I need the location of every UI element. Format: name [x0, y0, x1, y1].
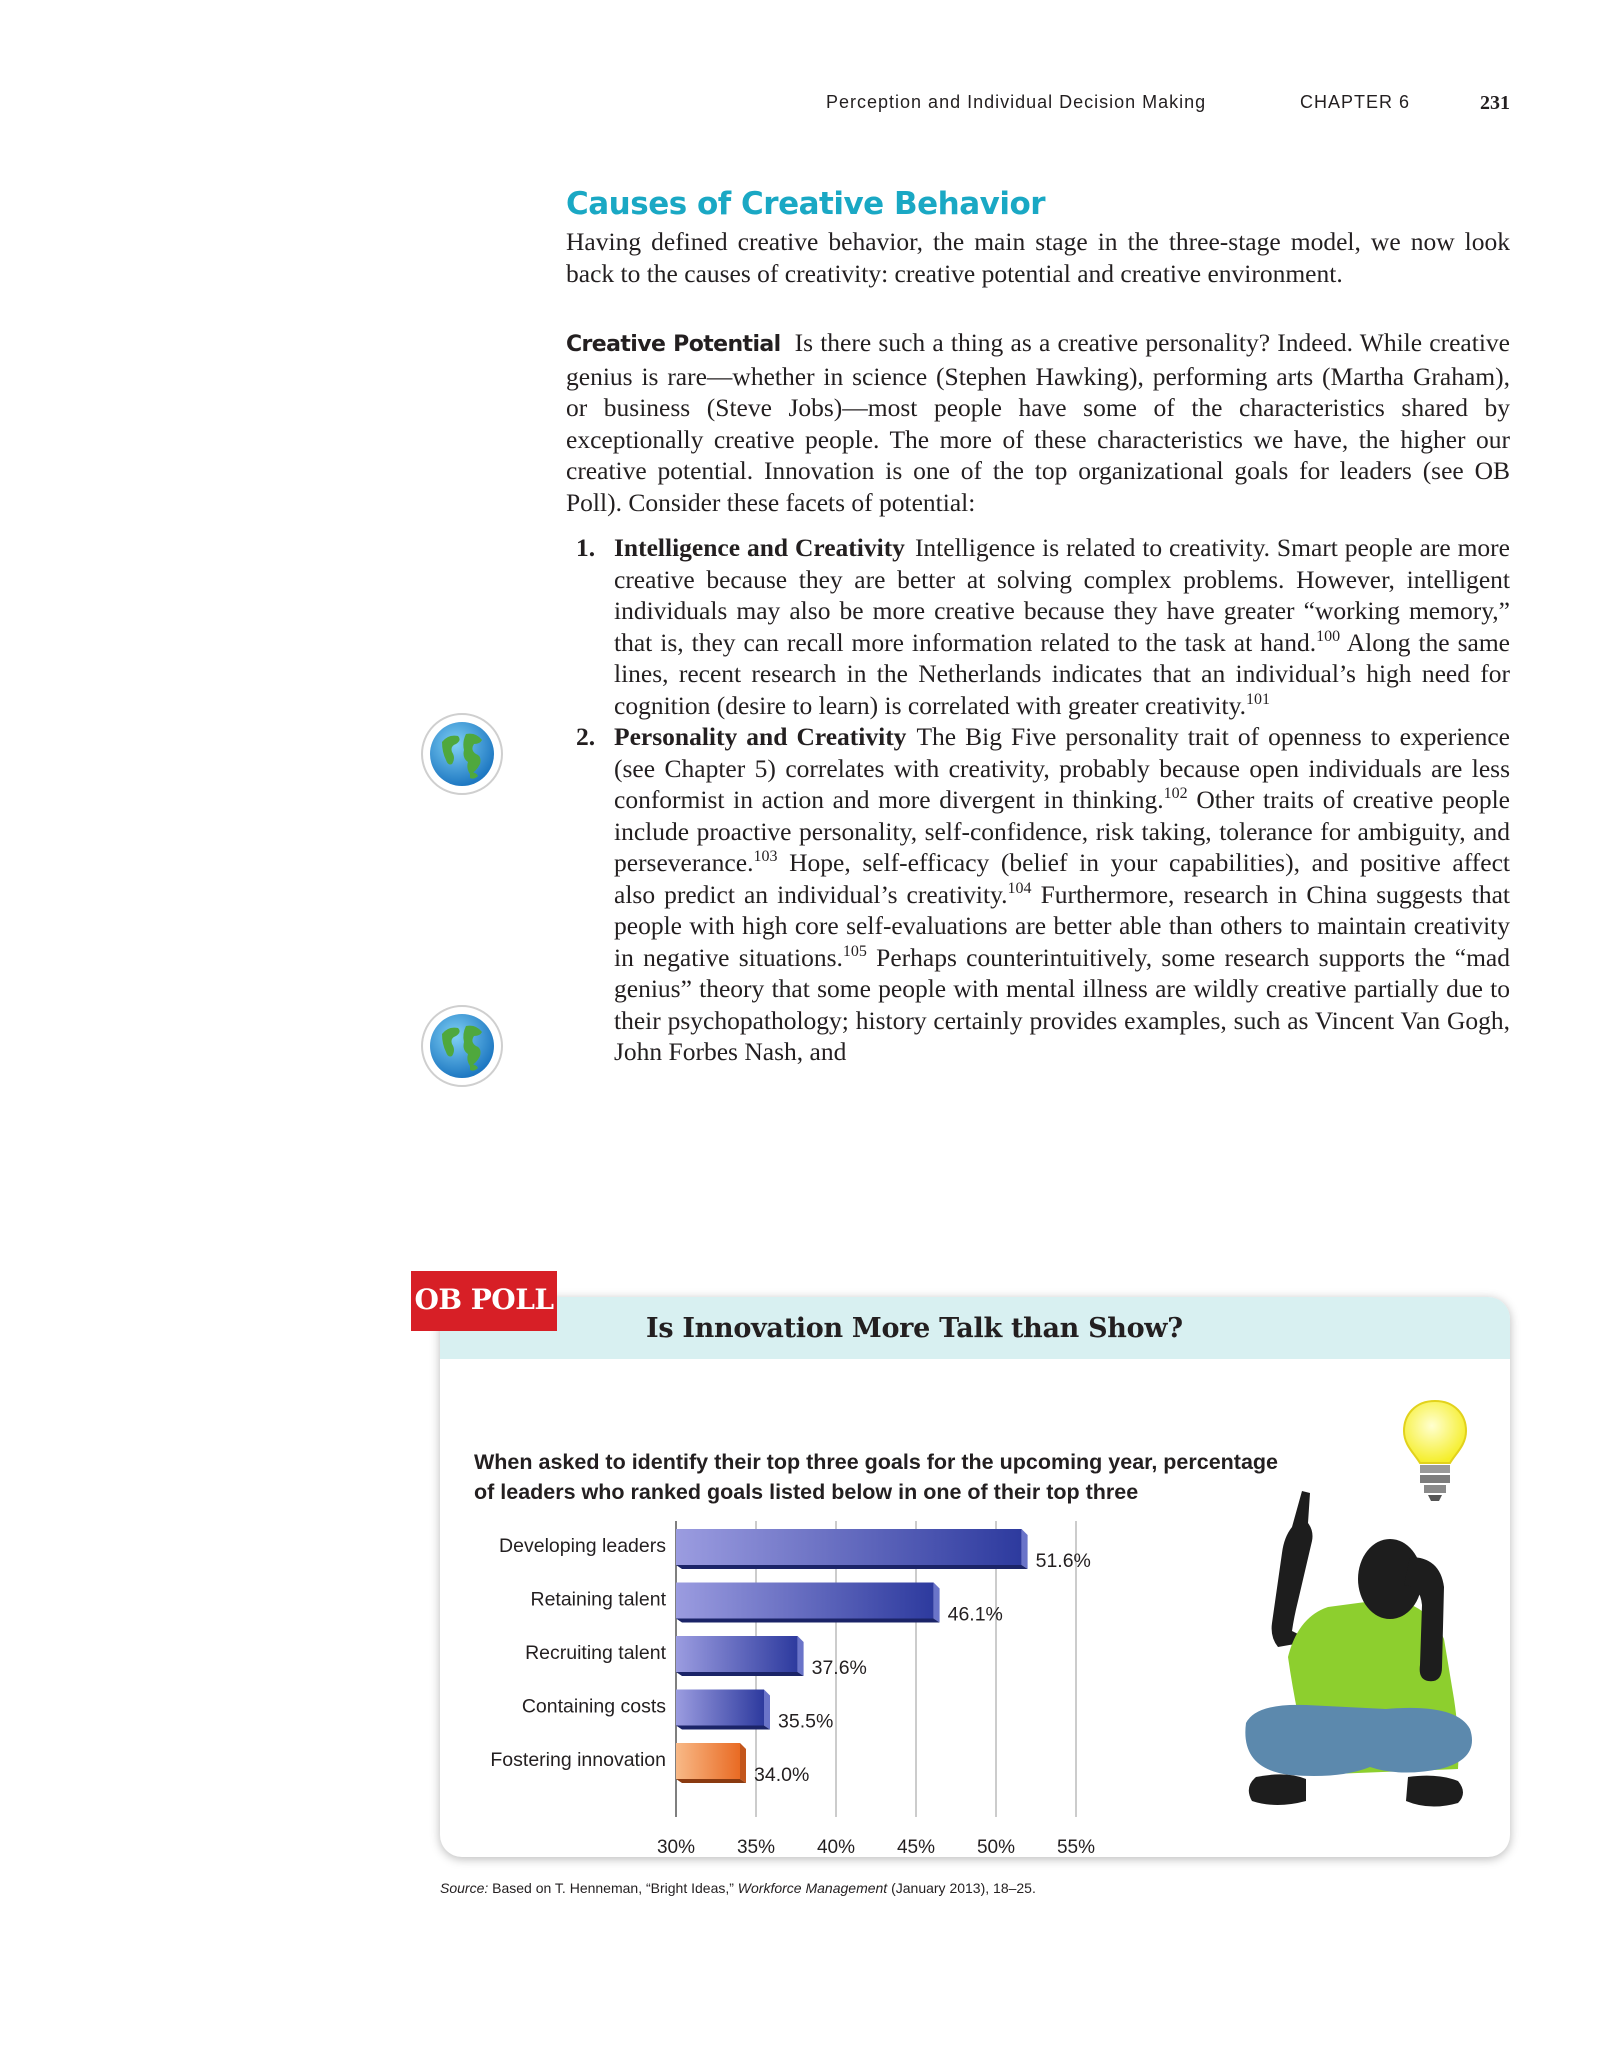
- bar-side: [764, 1690, 770, 1730]
- source-label: Source:: [440, 1880, 489, 1896]
- list-item-text: Hope, self-efficacy (belief in your capabilities), and positive affect also predict an individual’s creativity.: [614, 848, 1510, 909]
- x-tick-label: 40%: [816, 1837, 856, 1857]
- intro-paragraph: Having defined creative behavior, the main stage in the three-stage model, we now look back to the causes of creativity: creative potential and creative environment.: [566, 227, 1510, 288]
- bar: [676, 1690, 764, 1726]
- list-item-text: Other traits of creative people include proactive personality, self-confidence, risk taking, tolerance for ambiguity, and perseverance.: [614, 785, 1510, 877]
- bar-side: [740, 1743, 746, 1783]
- list-item-text: Along the same lines, recent research in the Netherlands indicates that an individual’s high need for cognition (desire to learn) is correlated with greater creativity.: [614, 627, 1511, 720]
- value-label: 37.6%: [811, 1657, 867, 1679]
- list-item-text: Perhaps counterintuitively, some research supports the “mad genius” theory that some people with mental illness are wildly creative partially due to their psychopathology; history certainly provides examples, such as Vincent Van Gogh, John Forbes Nash, and: [614, 942, 1511, 1066]
- list-item-title: Personality and Creativity: [614, 722, 907, 751]
- value-label: 46.1%: [947, 1603, 1003, 1626]
- list-item-text: Intelligence is related to creativity. Smart people are more creative because they are better at solving complex problems. However, intelligent individuals may also be more creative because they have greater “working memory,” that is, they can recall more information related to the task at hand.: [614, 533, 1510, 657]
- footnote-ref: 102: [1163, 785, 1188, 802]
- category-label: Recruiting talent: [525, 1642, 666, 1664]
- list-item: [566, 721, 1510, 1068]
- list-item-text: Furthermore, research in China suggests that people with high core self-evaluations are better able than others to maintain creativity in negative situations.: [614, 879, 1510, 972]
- ob-poll-box: [440, 1297, 1510, 1857]
- running-head: [826, 92, 1510, 118]
- creative-potential-text: Is there such a thing as a creative personality? Indeed. While creative genius is rare—whether in science (Stephen Hawking), performing arts (Martha Graham), or business (Steve Jobs)—most people have some of the characteristics shared by exceptionally creative people. The more of these characteristics we have, the higher our creative potential. Innovation is one of the top organizational goals for leaders (see OB Poll). Consider these facets of potential:: [566, 328, 1510, 517]
- footnote-ref: 101: [1246, 690, 1271, 708]
- x-tick-label: 45%: [896, 1837, 936, 1857]
- footnote-ref: 103: [753, 848, 778, 865]
- category-label: Retaining talent: [530, 1588, 666, 1611]
- bar-side: [1022, 1529, 1028, 1569]
- source-text: Based on T. Henneman, “Bright Ideas,”: [488, 1880, 738, 1896]
- list-item-number: 2.: [576, 722, 596, 751]
- source-journal: Workforce Management: [737, 1880, 888, 1896]
- x-tick-label: 50%: [976, 1837, 1016, 1857]
- source-text: (January 2013), 18–25.: [887, 1880, 1036, 1896]
- bar: [676, 1743, 740, 1779]
- value-label: 51.6%: [1035, 1550, 1091, 1572]
- bar-base: [676, 1726, 770, 1730]
- run-in-subheading: Creative Potential: [566, 332, 781, 357]
- poll-subtitle-line: of leaders who ranked goals listed below in one of their top three: [474, 1480, 1139, 1504]
- source-citation: [440, 1880, 1036, 1896]
- bar: [676, 1636, 798, 1672]
- category-label: Developing leaders: [499, 1535, 666, 1557]
- x-tick-label: 55%: [1056, 1837, 1096, 1857]
- list-item-title: Intelligence and Creativity: [614, 533, 905, 562]
- thinking-person-icon: [1240, 1487, 1490, 1837]
- main-text-column: [566, 182, 1510, 1068]
- footnote-ref: 100: [1316, 627, 1341, 645]
- poll-title: Is Innovation More Talk than Show?: [440, 1297, 1510, 1359]
- category-label: Containing costs: [521, 1695, 666, 1718]
- list-item-number: 1.: [576, 533, 596, 562]
- ob-poll-tag: OB POLL: [411, 1271, 557, 1331]
- bar-base: [676, 1619, 940, 1623]
- category-label: Fostering innovation: [490, 1749, 666, 1771]
- footnote-ref: 104: [1007, 879, 1032, 897]
- running-head-title: Perception and Individual Decision Making: [826, 92, 1207, 112]
- x-tick-label: 30%: [656, 1837, 696, 1857]
- bar-base: [676, 1565, 1028, 1569]
- bar: [676, 1583, 934, 1619]
- creative-potential-paragraph: [566, 327, 1510, 518]
- value-label: 34.0%: [754, 1764, 810, 1786]
- bar-base: [676, 1672, 804, 1676]
- x-tick-label: 35%: [736, 1837, 776, 1857]
- bar-side: [934, 1583, 940, 1623]
- list-item-text: The Big Five personality trait of openness to experience (see Chapter 5) correlates with creativity, probably because open individuals are less conformist in action and more divergent in thinking.: [614, 722, 1510, 814]
- section-heading: Causes of Creative Behavior: [566, 186, 1046, 222]
- globe-icon[interactable]: [420, 1004, 504, 1088]
- list-item: [566, 532, 1510, 721]
- value-label: 35.5%: [778, 1710, 834, 1733]
- footnote-ref: 105: [842, 942, 867, 960]
- bar-base: [676, 1779, 746, 1783]
- poll-subtitle-line: When asked to identify their top three goals for the upcoming year, percentage: [474, 1450, 1279, 1474]
- running-head-chapter: CHAPTER 6: [1300, 92, 1411, 112]
- bar: [676, 1529, 1022, 1565]
- page-number: 231: [1480, 92, 1510, 114]
- globe-icon[interactable]: [420, 712, 504, 796]
- facets-list: [566, 532, 1510, 1068]
- bar-side: [798, 1636, 804, 1676]
